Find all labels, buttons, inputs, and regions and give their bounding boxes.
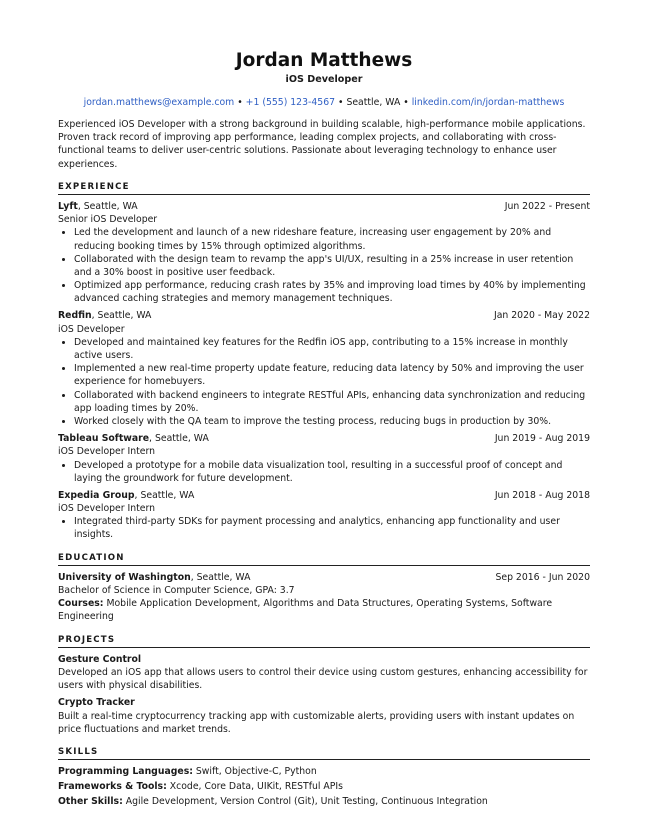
job-bullet: • Led the development and launch of a new rideshare feature, increasing user engagement by 20% and reducing booking times by 15% through optimized algorithms.: [74, 226, 590, 252]
job-bullet: • Worked closely with the QA team to improve the testing process, reducing bugs in production by 30%.: [74, 415, 590, 428]
project-name: Crypto Tracker: [58, 697, 135, 709]
linkedin-link[interactable]: linkedin.com/in/jordan-matthews: [411, 96, 565, 108]
skill-label: Frameworks & Tools:: [58, 781, 167, 793]
job-header: [58, 489, 590, 502]
job-bullet: • Integrated third-party SDKs for payment processing and analytics, enhancing app functionality and user insights.: [74, 515, 590, 541]
job-header: [58, 200, 590, 213]
skill-value: Agile Development, Version Control (Git), Unit Testing, Continuous Integration: [122, 796, 488, 808]
contact-line: [58, 96, 590, 109]
school: [58, 571, 250, 584]
section-title-skills: SKILLS: [58, 746, 590, 760]
project-entry: [58, 653, 590, 693]
email-link[interactable]: jordan.matthews@example.com: [83, 96, 235, 108]
company-name: Expedia Group: [58, 489, 135, 501]
courses-label: Courses:: [58, 598, 104, 610]
job-position: iOS Developer Intern: [58, 503, 156, 515]
contact-separator: •: [335, 96, 347, 108]
skill-line: [58, 780, 590, 793]
project-description: Built a real-time cryptocurrency tracking app with customizable alerts, providing users with instant updates on price fluctuations and market trends.: [58, 710, 575, 735]
job-bullet: • Collaborated with the design team to revamp the app's UI/UX, resulting in a 25% increase in user retention and a 30% boost in positive user feedback.: [74, 253, 590, 279]
job-dates: Jun 2018 - Aug 2018: [494, 489, 590, 501]
project-name: Gesture Control: [58, 653, 142, 665]
job-org: [58, 432, 209, 445]
job-dates: Jan 2020 - May 2022: [493, 310, 590, 322]
job-entry: [58, 432, 590, 485]
section-title-education: EDUCATION: [58, 552, 590, 566]
skill-line: [58, 765, 590, 778]
job-header: [58, 432, 590, 445]
skill-line: [58, 795, 590, 808]
company-location: , Seattle, WA: [149, 433, 209, 445]
contact-separator: •: [234, 96, 246, 108]
job-bullets: [58, 459, 590, 485]
education-entry: [58, 571, 590, 624]
skill-label: Other Skills:: [58, 796, 123, 808]
company-location: , Seattle, WA: [91, 310, 152, 322]
candidate-name: Jordan Matthews: [235, 50, 413, 71]
job-entry: [58, 200, 590, 306]
contact-separator: •: [400, 96, 412, 108]
job-entry: [58, 309, 590, 428]
summary-paragraph: Experienced iOS Developer with a strong background in building scalable, high-performance mobile applications. Proven track record of improving app performance, leading complex projects, and collaborating with cross-functional teams to deliver user-centric solutions. Passionate about leveraging technology to enhance user experiences.: [58, 118, 586, 170]
job-bullet: • Optimized app performance, reducing crash rates by 35% and improving load times by 40% by implementing advanced caching strategies and memory management techniques.: [74, 279, 590, 305]
job-dates: Jun 2019 - Aug 2019: [494, 433, 590, 445]
section-title-projects: PROJECTS: [58, 634, 590, 648]
school-name: University of Washington: [58, 571, 191, 583]
skill-label: Programming Languages:: [58, 766, 193, 778]
candidate-role: iOS Developer: [285, 74, 363, 86]
company-location: , Seattle, WA: [134, 489, 195, 501]
job-org: [58, 200, 138, 213]
project-description: Developed an iOS app that allows users to control their device using custom gestures, enhancing accessibility for users with physical disabilities.: [58, 666, 588, 692]
job-bullets: [58, 515, 590, 541]
job-bullets: [58, 226, 590, 305]
job-entry: [58, 489, 590, 542]
phone-link[interactable]: +1 (555) 123-4567: [245, 96, 336, 108]
company-name: Tableau Software: [58, 433, 150, 445]
courses: [58, 597, 590, 623]
job-position: iOS Developer: [58, 323, 125, 335]
job-dates: Jun 2022 - Present: [504, 200, 590, 212]
job-bullet: • Collaborated with backend engineers to integrate RESTful APIs, enhancing data synchronization and reducing app loading times by 20%.: [74, 389, 590, 415]
job-header: [58, 309, 590, 322]
school-location: , Seattle, WA: [190, 571, 251, 583]
company-name: Redfin: [58, 310, 92, 322]
job-position: iOS Developer Intern: [58, 446, 156, 458]
job-position: Senior iOS Developer: [58, 214, 158, 226]
project-entry: [58, 696, 590, 736]
job-org: [58, 309, 151, 322]
education-header: [58, 571, 590, 584]
job-bullet: • Developed and maintained key features for the Redfin iOS app, contributing to a 15% increase in monthly active users.: [74, 336, 590, 362]
skill-value: Swift, Objective-C, Python: [192, 766, 317, 778]
company-name: Lyft: [58, 200, 78, 212]
education-dates: Sep 2016 - Jun 2020: [495, 571, 590, 583]
job-bullet: • Developed a prototype for a mobile data visualization tool, resulting in a successful proof of concept and laying the groundwork for future development.: [74, 459, 590, 485]
job-bullet: • Implemented a new real-time property update feature, reducing data latency by 50% and improving the user experience for homebuyers.: [74, 362, 590, 388]
job-org: [58, 489, 194, 502]
skill-value: Xcode, Core Data, UIKit, RESTful APIs: [166, 781, 343, 793]
degree: Bachelor of Science in Computer Science, GPA: 3.7: [58, 585, 295, 597]
job-bullets: [58, 336, 590, 428]
location-text: Seattle, WA: [346, 96, 401, 108]
section-title-experience: EXPERIENCE: [58, 181, 590, 195]
company-location: , Seattle, WA: [77, 200, 138, 212]
courses-list: Mobile Application Development, Algorithms and Data Structures, Operating Systems, Software Engineering: [58, 598, 553, 623]
